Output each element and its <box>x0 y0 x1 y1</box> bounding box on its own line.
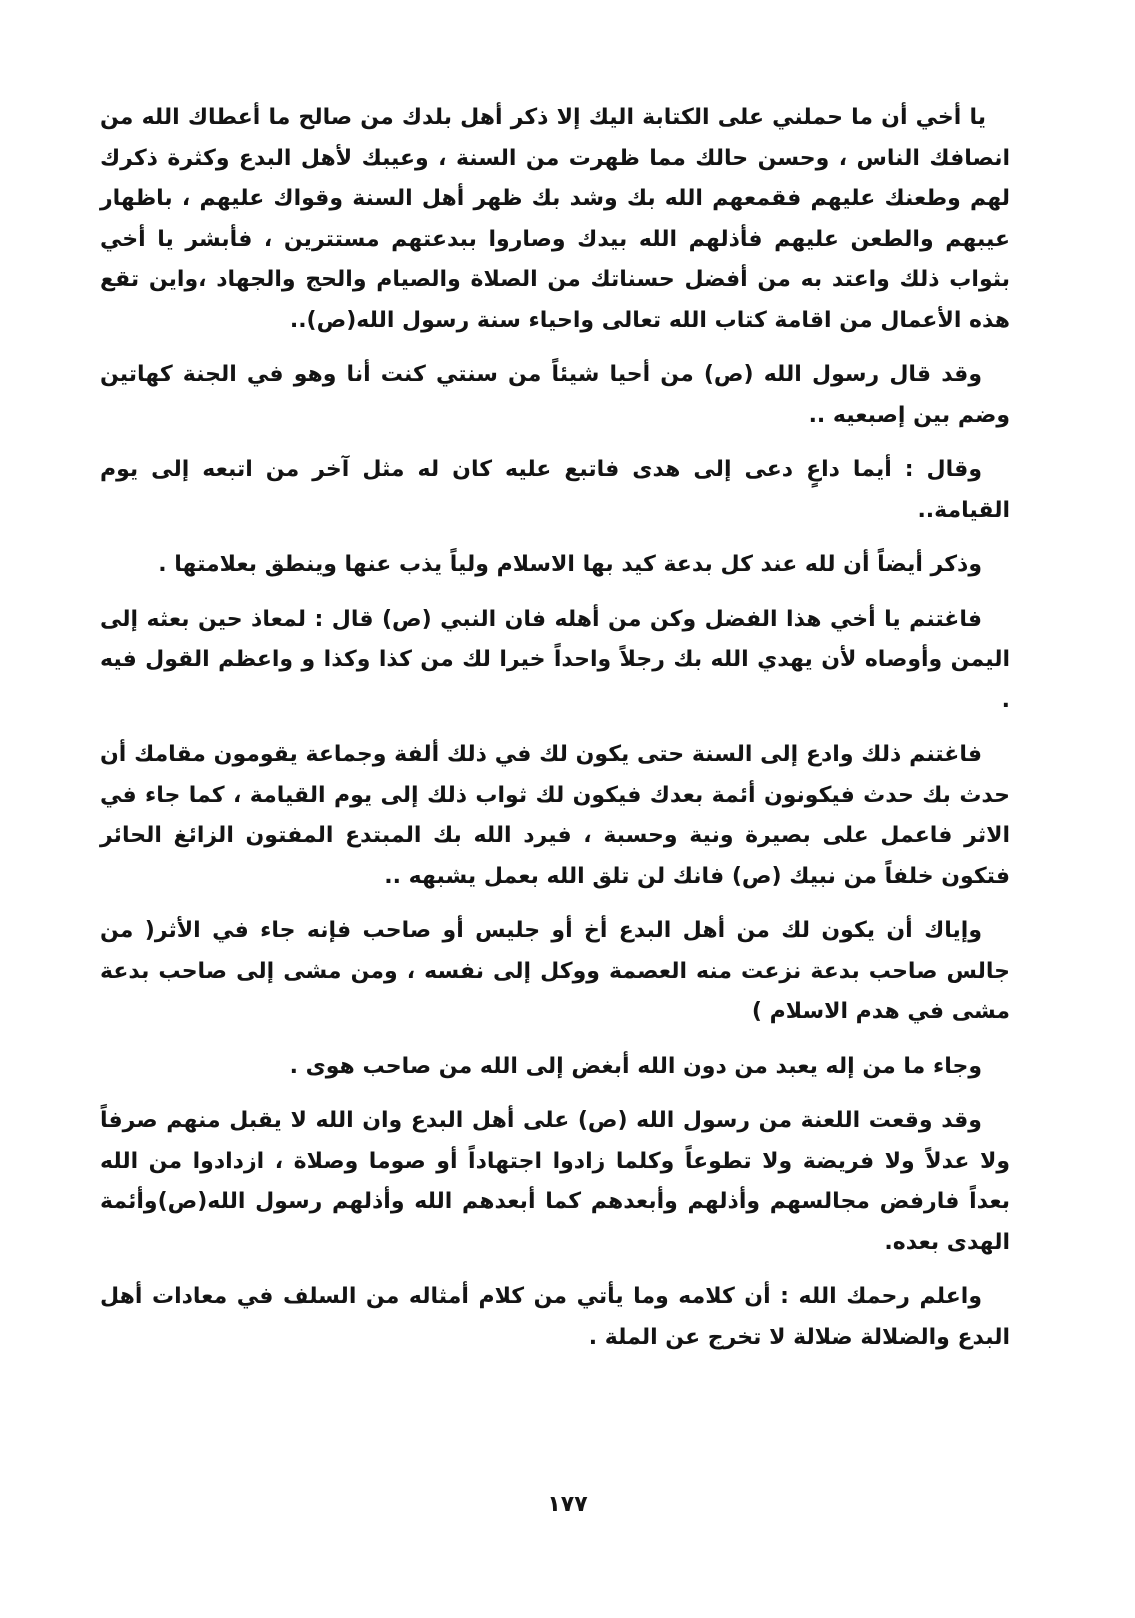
paragraph: فاغتنم يا أخي هذا الفضل وكن من أهله فان النبي (ص) قال : لمعاذ حين بعثه إلى اليمن وأوصاه لأن يهدي الله بك رجلاً واحداً خيرا لك من كذا وكذا و واعظم القول فيه . <box>100 606 1010 713</box>
paragraph: واعلم رحمك الله : أن كلامه وما يأتي من كلام أمثاله من السلف في معادات أهل البدع والضلالة ضلالة لا تخرج عن الملة . <box>100 1284 1010 1350</box>
paragraph: وجاء ما من إله يعبد من دون الله أبغض إلى الله من صاحب هوى . <box>289 1053 982 1079</box>
paragraph: وقال : أيما داعٍ دعى إلى هدى فاتبع عليه كان له مثل آخر من اتبعه إلى يوم القيامة.. <box>100 457 1010 523</box>
page-body <box>100 98 1010 1372</box>
paragraph: وقد وقعت اللعنة من رسول الله (ص) على أهل البدع وان الله لا يقبل منهم صرفاً ولا عدلاً ولا فريضة ولا تطوعاً وكلما زادوا اجتهاداً أو صوما وصلاة ، ازدادوا من الله بعداً فارفض مجالسهم وأذلهم وأبعدهم كما أبعدهم الله وأذلهم رسول الله(ص)وأئمة الهدى بعده. <box>100 1108 1010 1255</box>
paragraph: وقد قال رسول الله (ص) من أحيا شيئاً من سنتي كنت أنا وهو في الجنة كهاتين وضم بين إصبعيه .. <box>100 362 1010 428</box>
page-number: ١٧٧ <box>547 1492 588 1517</box>
paragraph: فاغتنم ذلك وادع إلى السنة حتى يكون لك في ذلك ألفة وجماعة يقومون مقامك أن حدث بك حدث فيكونون أئمة بعدك فيكون لك ثواب ذلك إلى يوم القيامة ، كما جاء في الاثر فاعمل على بصيرة ونية وحسبة ، فيرد الله بك المبتدع المفتون الزائغ الحائر فتكون خلفاً من نبيك (ص) فانك لن تلق الله بعمل يشبهه .. <box>100 742 1010 889</box>
paragraph: يا أخي أن ما حملني على الكتابة اليك إلا ذكر أهل بلدك من صالح ما أعطاك الله من انصافك الناس ، وحسن حالك مما ظهرت من السنة ، وعيبك لأهل البدع وكثرة ذكرك لهم وطعنك عليهم فقمعهم الله بك وشد بك ظهر أهل السنة وقواك عليهم ، باظهار عيبهم والطعن عليهم فأذلهم الله بيدك وصاروا ببدعتهم مستترين ، فأبشر يا أخي بثواب ذلك واعتد به من أفضل حسناتك من الصلاة والصيام والحج والجهاد ،واين تقع هذه الأعمال من اقامة كتاب الله تعالى واحياء سنة رسول الله(ص).. <box>100 105 1010 333</box>
paragraph: وذكر أيضاً أن لله عند كل بدعة كيد بها الاسلام ولياً يذب عنها وينطق بعلامتها . <box>158 552 982 577</box>
paragraph: وإياك أن يكون لك من أهل البدع أخ أو جليس أو صاحب فإنه جاء في الأثر( من جالس صاحب بدعة نزعت منه العصمة ووكل إلى نفسه ، ومن مشى إلى صاحب بدعة مشى في هدم الاسلام ) <box>100 918 1010 1024</box>
